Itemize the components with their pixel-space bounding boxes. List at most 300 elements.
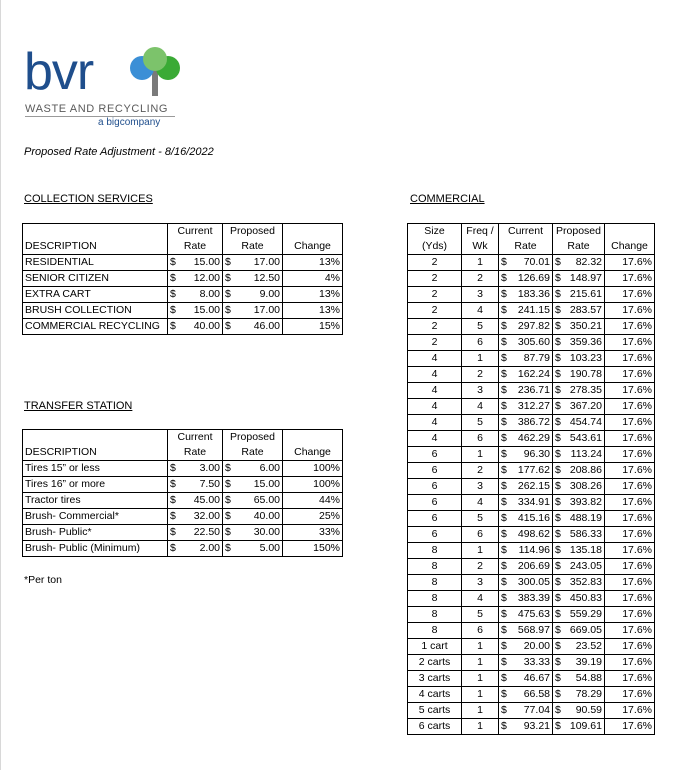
- proposed-rate-cell: [553, 367, 605, 383]
- header-current-rate: Rate: [168, 445, 223, 461]
- money-value: [555, 255, 602, 270]
- header-proposed: Proposed: [223, 224, 283, 240]
- currency-symbol: $: [225, 288, 231, 300]
- freq-cell: 3: [462, 479, 499, 495]
- amount: 22.50: [193, 526, 220, 538]
- proposed-rate-cell: [553, 303, 605, 319]
- size-cell: 4: [408, 367, 462, 383]
- amount: 283.57: [569, 304, 602, 316]
- amount: 454.74: [569, 416, 602, 428]
- size-cell: 2: [408, 319, 462, 335]
- table-row: [23, 271, 343, 287]
- money-value: [501, 255, 550, 270]
- freq-cell: 5: [462, 607, 499, 623]
- currency-symbol: $: [555, 448, 561, 460]
- money-value: [170, 303, 220, 318]
- currency-symbol: $: [501, 320, 507, 332]
- tagline-suffix: company: [119, 117, 161, 128]
- freq-cell: 1: [462, 639, 499, 655]
- currency-symbol: $: [225, 510, 231, 522]
- header-current: Current: [168, 224, 223, 240]
- amount: 568.97: [517, 624, 550, 636]
- proposed-rate-cell: [553, 543, 605, 559]
- header-blank: [605, 224, 655, 240]
- current-rate-cell: [499, 447, 553, 463]
- currency-symbol: $: [501, 608, 507, 620]
- current-rate-cell: [168, 541, 223, 557]
- amount: 40.00: [193, 320, 220, 332]
- freq-cell: 4: [462, 591, 499, 607]
- currency-symbol: $: [555, 704, 561, 716]
- current-rate-cell: [499, 591, 553, 607]
- amount: 2.00: [199, 542, 220, 554]
- currency-symbol: $: [555, 608, 561, 620]
- change-cell: 33%: [283, 525, 343, 541]
- money-value: [555, 623, 602, 638]
- money-value: [555, 271, 602, 286]
- amount: 243.05: [569, 560, 602, 572]
- amount: 23.52: [575, 640, 602, 652]
- currency-symbol: $: [501, 368, 507, 380]
- table-row: [408, 687, 655, 703]
- currency-symbol: $: [555, 640, 561, 652]
- amount: 45.00: [193, 494, 220, 506]
- amount: 183.36: [517, 288, 550, 300]
- amount: 78.29: [575, 688, 602, 700]
- amount: 475.63: [517, 608, 550, 620]
- freq-cell: 3: [462, 383, 499, 399]
- table-row: [408, 415, 655, 431]
- table-row: [408, 287, 655, 303]
- money-value: [555, 479, 602, 494]
- table-row: [408, 319, 655, 335]
- money-value: [555, 591, 602, 606]
- amount: 109.61: [569, 720, 602, 732]
- proposed-rate-cell: [553, 591, 605, 607]
- amount: 462.29: [517, 432, 550, 444]
- table-row: [408, 543, 655, 559]
- money-value: [501, 511, 550, 526]
- money-value: [501, 303, 550, 318]
- header-change: Change: [283, 239, 343, 255]
- amount: 450.83: [569, 592, 602, 604]
- freq-cell: 1: [462, 543, 499, 559]
- freq-cell: 3: [462, 287, 499, 303]
- amount: 46.00: [253, 320, 280, 332]
- current-rate-cell: [499, 287, 553, 303]
- freq-cell: 2: [462, 271, 499, 287]
- amount: 206.69: [517, 560, 550, 572]
- currency-symbol: $: [501, 704, 507, 716]
- header-freq: Freq /: [462, 224, 499, 240]
- current-rate-cell: [499, 559, 553, 575]
- change-cell: 17.6%: [605, 399, 655, 415]
- amount: 190.78: [569, 368, 602, 380]
- money-value: [501, 527, 550, 542]
- currency-symbol: $: [501, 448, 507, 460]
- currency-symbol: $: [170, 256, 176, 268]
- current-rate-cell: [168, 319, 223, 335]
- currency-symbol: $: [501, 304, 507, 316]
- money-value: [170, 255, 220, 270]
- current-rate-cell: [499, 415, 553, 431]
- amount: 6.00: [259, 462, 280, 474]
- table-row: [408, 303, 655, 319]
- table-row: [23, 287, 343, 303]
- page-edge: [0, 0, 1, 770]
- row-description: BRUSH COLLECTION: [23, 303, 168, 319]
- currency-symbol: $: [555, 624, 561, 636]
- freq-cell: 1: [462, 255, 499, 271]
- table-row: [408, 591, 655, 607]
- current-rate-cell: [499, 655, 553, 671]
- money-value: [225, 319, 280, 334]
- proposed-rate-cell: [553, 479, 605, 495]
- row-description: Tractor tires: [23, 493, 168, 509]
- commercial-heading: COMMERCIAL: [410, 193, 485, 205]
- currency-symbol: $: [501, 592, 507, 604]
- size-cell: 2: [408, 255, 462, 271]
- table-row: [408, 559, 655, 575]
- freq-cell: 5: [462, 319, 499, 335]
- currency-symbol: $: [555, 400, 561, 412]
- currency-symbol: $: [555, 288, 561, 300]
- amount: 278.35: [569, 384, 602, 396]
- money-value: [555, 367, 602, 382]
- money-value: [501, 383, 550, 398]
- amount: 177.62: [517, 464, 550, 476]
- amount: 215.61: [569, 288, 602, 300]
- money-value: [555, 335, 602, 350]
- current-rate-cell: [499, 431, 553, 447]
- header-blank: [283, 430, 343, 446]
- amount: 393.82: [569, 496, 602, 508]
- money-value: [225, 525, 280, 540]
- table-row: [408, 431, 655, 447]
- freq-cell: 2: [462, 367, 499, 383]
- header-size: Size: [408, 224, 462, 240]
- size-cell: 4: [408, 415, 462, 431]
- table-row: [408, 447, 655, 463]
- currency-symbol: $: [170, 494, 176, 506]
- money-value: [555, 703, 602, 718]
- size-cell: 3 carts: [408, 671, 462, 687]
- amount: 297.82: [517, 320, 550, 332]
- proposed-rate-cell: [553, 655, 605, 671]
- money-value: [555, 527, 602, 542]
- money-value: [501, 399, 550, 414]
- table-row: [23, 541, 343, 557]
- table-row: [408, 655, 655, 671]
- money-value: [225, 509, 280, 524]
- size-cell: 8: [408, 623, 462, 639]
- amount: 33.33: [523, 656, 550, 668]
- money-value: [501, 271, 550, 286]
- amount: 300.05: [517, 576, 550, 588]
- proposed-rate-cell: [553, 639, 605, 655]
- row-description: Tires 15” or less: [23, 461, 168, 477]
- money-value: [501, 319, 550, 334]
- money-value: [501, 607, 550, 622]
- money-value: [501, 367, 550, 382]
- header-proposed-rate: Rate: [553, 239, 605, 255]
- proposed-rate-cell: [553, 495, 605, 511]
- size-cell: 4: [408, 399, 462, 415]
- amount: 236.71: [517, 384, 550, 396]
- size-cell: 5 carts: [408, 703, 462, 719]
- size-cell: 4: [408, 383, 462, 399]
- change-cell: 13%: [283, 255, 343, 271]
- current-rate-cell: [499, 575, 553, 591]
- proposed-rate-cell: [553, 447, 605, 463]
- currency-symbol: $: [225, 272, 231, 284]
- proposed-rate-cell: [553, 415, 605, 431]
- current-rate-cell: [168, 303, 223, 319]
- logo-tagline: [98, 117, 160, 128]
- table-row: [408, 463, 655, 479]
- current-rate-cell: [499, 319, 553, 335]
- proposed-rate-cell: [223, 271, 283, 287]
- money-value: [501, 575, 550, 590]
- amount: 586.33: [569, 528, 602, 540]
- size-cell: 8: [408, 559, 462, 575]
- table-row: [408, 271, 655, 287]
- proposed-rate-cell: [223, 525, 283, 541]
- table-row: [23, 525, 343, 541]
- amount: 15.00: [193, 256, 220, 268]
- currency-symbol: $: [501, 256, 507, 268]
- change-cell: 17.6%: [605, 511, 655, 527]
- header-current: Current: [499, 224, 553, 240]
- size-cell: 8: [408, 607, 462, 623]
- currency-symbol: $: [555, 496, 561, 508]
- proposed-rate-cell: [553, 575, 605, 591]
- currency-symbol: $: [501, 336, 507, 348]
- table-row: [408, 527, 655, 543]
- size-cell: 4: [408, 431, 462, 447]
- per-ton-note: *Per ton: [24, 574, 62, 586]
- proposed-rate-cell: [223, 287, 283, 303]
- amount: 96.30: [523, 448, 550, 460]
- freq-cell: 3: [462, 575, 499, 591]
- size-cell: 2: [408, 335, 462, 351]
- proposed-rate-cell: [553, 511, 605, 527]
- proposed-rate-cell: [553, 623, 605, 639]
- change-cell: 17.6%: [605, 255, 655, 271]
- proposed-rate-cell: [553, 703, 605, 719]
- change-cell: 100%: [283, 461, 343, 477]
- change-cell: 17.6%: [605, 447, 655, 463]
- currency-symbol: $: [225, 494, 231, 506]
- header-change: Change: [283, 445, 343, 461]
- collection-heading: COLLECTION SERVICES: [24, 193, 153, 205]
- current-rate-cell: [168, 255, 223, 271]
- currency-symbol: $: [501, 272, 507, 284]
- proposed-rate-cell: [553, 431, 605, 447]
- document-title: Proposed Rate Adjustment - 8/16/2022: [24, 146, 214, 158]
- amount: 386.72: [517, 416, 550, 428]
- proposed-rate-cell: [223, 509, 283, 525]
- money-value: [501, 447, 550, 462]
- money-value: [170, 541, 220, 556]
- size-cell: 2: [408, 287, 462, 303]
- money-value: [170, 477, 220, 492]
- size-cell: 1 cart: [408, 639, 462, 655]
- current-rate-cell: [499, 495, 553, 511]
- table-row: [23, 509, 343, 525]
- current-rate-cell: [499, 255, 553, 271]
- freq-cell: 4: [462, 495, 499, 511]
- money-value: [501, 655, 550, 670]
- amount: 383.39: [517, 592, 550, 604]
- proposed-rate-cell: [553, 319, 605, 335]
- money-value: [501, 543, 550, 558]
- amount: 352.83: [569, 576, 602, 588]
- row-description: SENIOR CITIZEN: [23, 271, 168, 287]
- money-value: [501, 431, 550, 446]
- header-proposed-rate: Rate: [223, 445, 283, 461]
- size-cell: 6: [408, 495, 462, 511]
- currency-symbol: $: [555, 512, 561, 524]
- size-cell: 8: [408, 543, 462, 559]
- proposed-rate-cell: [223, 541, 283, 557]
- currency-symbol: $: [501, 688, 507, 700]
- change-cell: 17.6%: [605, 607, 655, 623]
- currency-symbol: $: [555, 464, 561, 476]
- proposed-rate-cell: [223, 477, 283, 493]
- currency-symbol: $: [170, 304, 176, 316]
- current-rate-cell: [168, 461, 223, 477]
- amount: 15.00: [253, 478, 280, 490]
- change-cell: 17.6%: [605, 271, 655, 287]
- currency-symbol: $: [501, 624, 507, 636]
- current-rate-cell: [499, 687, 553, 703]
- change-cell: 25%: [283, 509, 343, 525]
- money-value: [170, 319, 220, 334]
- currency-symbol: $: [555, 256, 561, 268]
- money-value: [170, 461, 220, 476]
- proposed-rate-cell: [223, 461, 283, 477]
- current-rate-cell: [499, 335, 553, 351]
- commercial-table: [407, 223, 655, 735]
- amount: 669.05: [569, 624, 602, 636]
- current-rate-cell: [499, 383, 553, 399]
- proposed-rate-cell: [223, 303, 283, 319]
- size-cell: 4 carts: [408, 687, 462, 703]
- currency-symbol: $: [501, 544, 507, 556]
- currency-symbol: $: [555, 480, 561, 492]
- currency-symbol: $: [225, 462, 231, 474]
- amount: 46.67: [523, 672, 550, 684]
- table-row: [408, 671, 655, 687]
- money-value: [555, 287, 602, 302]
- change-cell: 44%: [283, 493, 343, 509]
- amount: 54.88: [575, 672, 602, 684]
- change-cell: 17.6%: [605, 479, 655, 495]
- amount: 9.00: [259, 288, 280, 300]
- proposed-rate-cell: [553, 271, 605, 287]
- size-cell: 6: [408, 447, 462, 463]
- money-value: [501, 351, 550, 366]
- currency-symbol: $: [501, 352, 507, 364]
- change-cell: 17.6%: [605, 319, 655, 335]
- table-row: [408, 623, 655, 639]
- table-row: [23, 461, 343, 477]
- size-cell: 6 carts: [408, 719, 462, 735]
- money-value: [555, 383, 602, 398]
- amount: 113.24: [570, 448, 602, 460]
- current-rate-cell: [168, 477, 223, 493]
- amount: 126.69: [517, 272, 550, 284]
- current-rate-cell: [499, 671, 553, 687]
- money-value: [501, 623, 550, 638]
- table-row: [408, 575, 655, 591]
- size-cell: 4: [408, 351, 462, 367]
- size-cell: 2: [408, 271, 462, 287]
- table-row: [408, 639, 655, 655]
- currency-symbol: $: [555, 576, 561, 588]
- currency-symbol: $: [225, 526, 231, 538]
- freq-cell: 2: [462, 463, 499, 479]
- currency-symbol: $: [170, 272, 176, 284]
- currency-symbol: $: [170, 320, 176, 332]
- amount: 30.00: [253, 526, 280, 538]
- money-value: [501, 703, 550, 718]
- row-description: Brush- Commercial*: [23, 509, 168, 525]
- current-rate-cell: [168, 493, 223, 509]
- amount: 17.00: [253, 304, 280, 316]
- table-row: [408, 719, 655, 735]
- currency-symbol: $: [555, 720, 561, 732]
- freq-cell: 1: [462, 671, 499, 687]
- amount: 415.16: [517, 512, 550, 524]
- change-cell: 17.6%: [605, 575, 655, 591]
- currency-symbol: $: [225, 478, 231, 490]
- money-value: [555, 511, 602, 526]
- logo-subtitle: WASTE AND RECYCLING: [25, 103, 169, 115]
- amount: 12.00: [193, 272, 220, 284]
- amount: 17.00: [253, 256, 280, 268]
- proposed-rate-cell: [553, 351, 605, 367]
- amount: 312.27: [517, 400, 550, 412]
- proposed-rate-cell: [553, 335, 605, 351]
- currency-symbol: $: [501, 720, 507, 732]
- change-cell: 17.6%: [605, 559, 655, 575]
- money-value: [555, 655, 602, 670]
- money-value: [501, 687, 550, 702]
- current-rate-cell: [168, 509, 223, 525]
- currency-symbol: $: [501, 672, 507, 684]
- change-cell: 13%: [283, 303, 343, 319]
- change-cell: 17.6%: [605, 655, 655, 671]
- currency-symbol: $: [555, 416, 561, 428]
- change-cell: 17.6%: [605, 591, 655, 607]
- table-row: [23, 303, 343, 319]
- table-row: [408, 255, 655, 271]
- change-cell: 100%: [283, 477, 343, 493]
- freq-cell: 1: [462, 719, 499, 735]
- current-rate-cell: [499, 303, 553, 319]
- current-rate-cell: [499, 527, 553, 543]
- amount: 305.60: [517, 336, 550, 348]
- change-cell: 17.6%: [605, 415, 655, 431]
- money-value: [555, 319, 602, 334]
- currency-symbol: $: [501, 288, 507, 300]
- amount: 334.91: [517, 496, 550, 508]
- currency-symbol: $: [170, 462, 176, 474]
- currency-symbol: $: [501, 416, 507, 428]
- size-cell: 8: [408, 591, 462, 607]
